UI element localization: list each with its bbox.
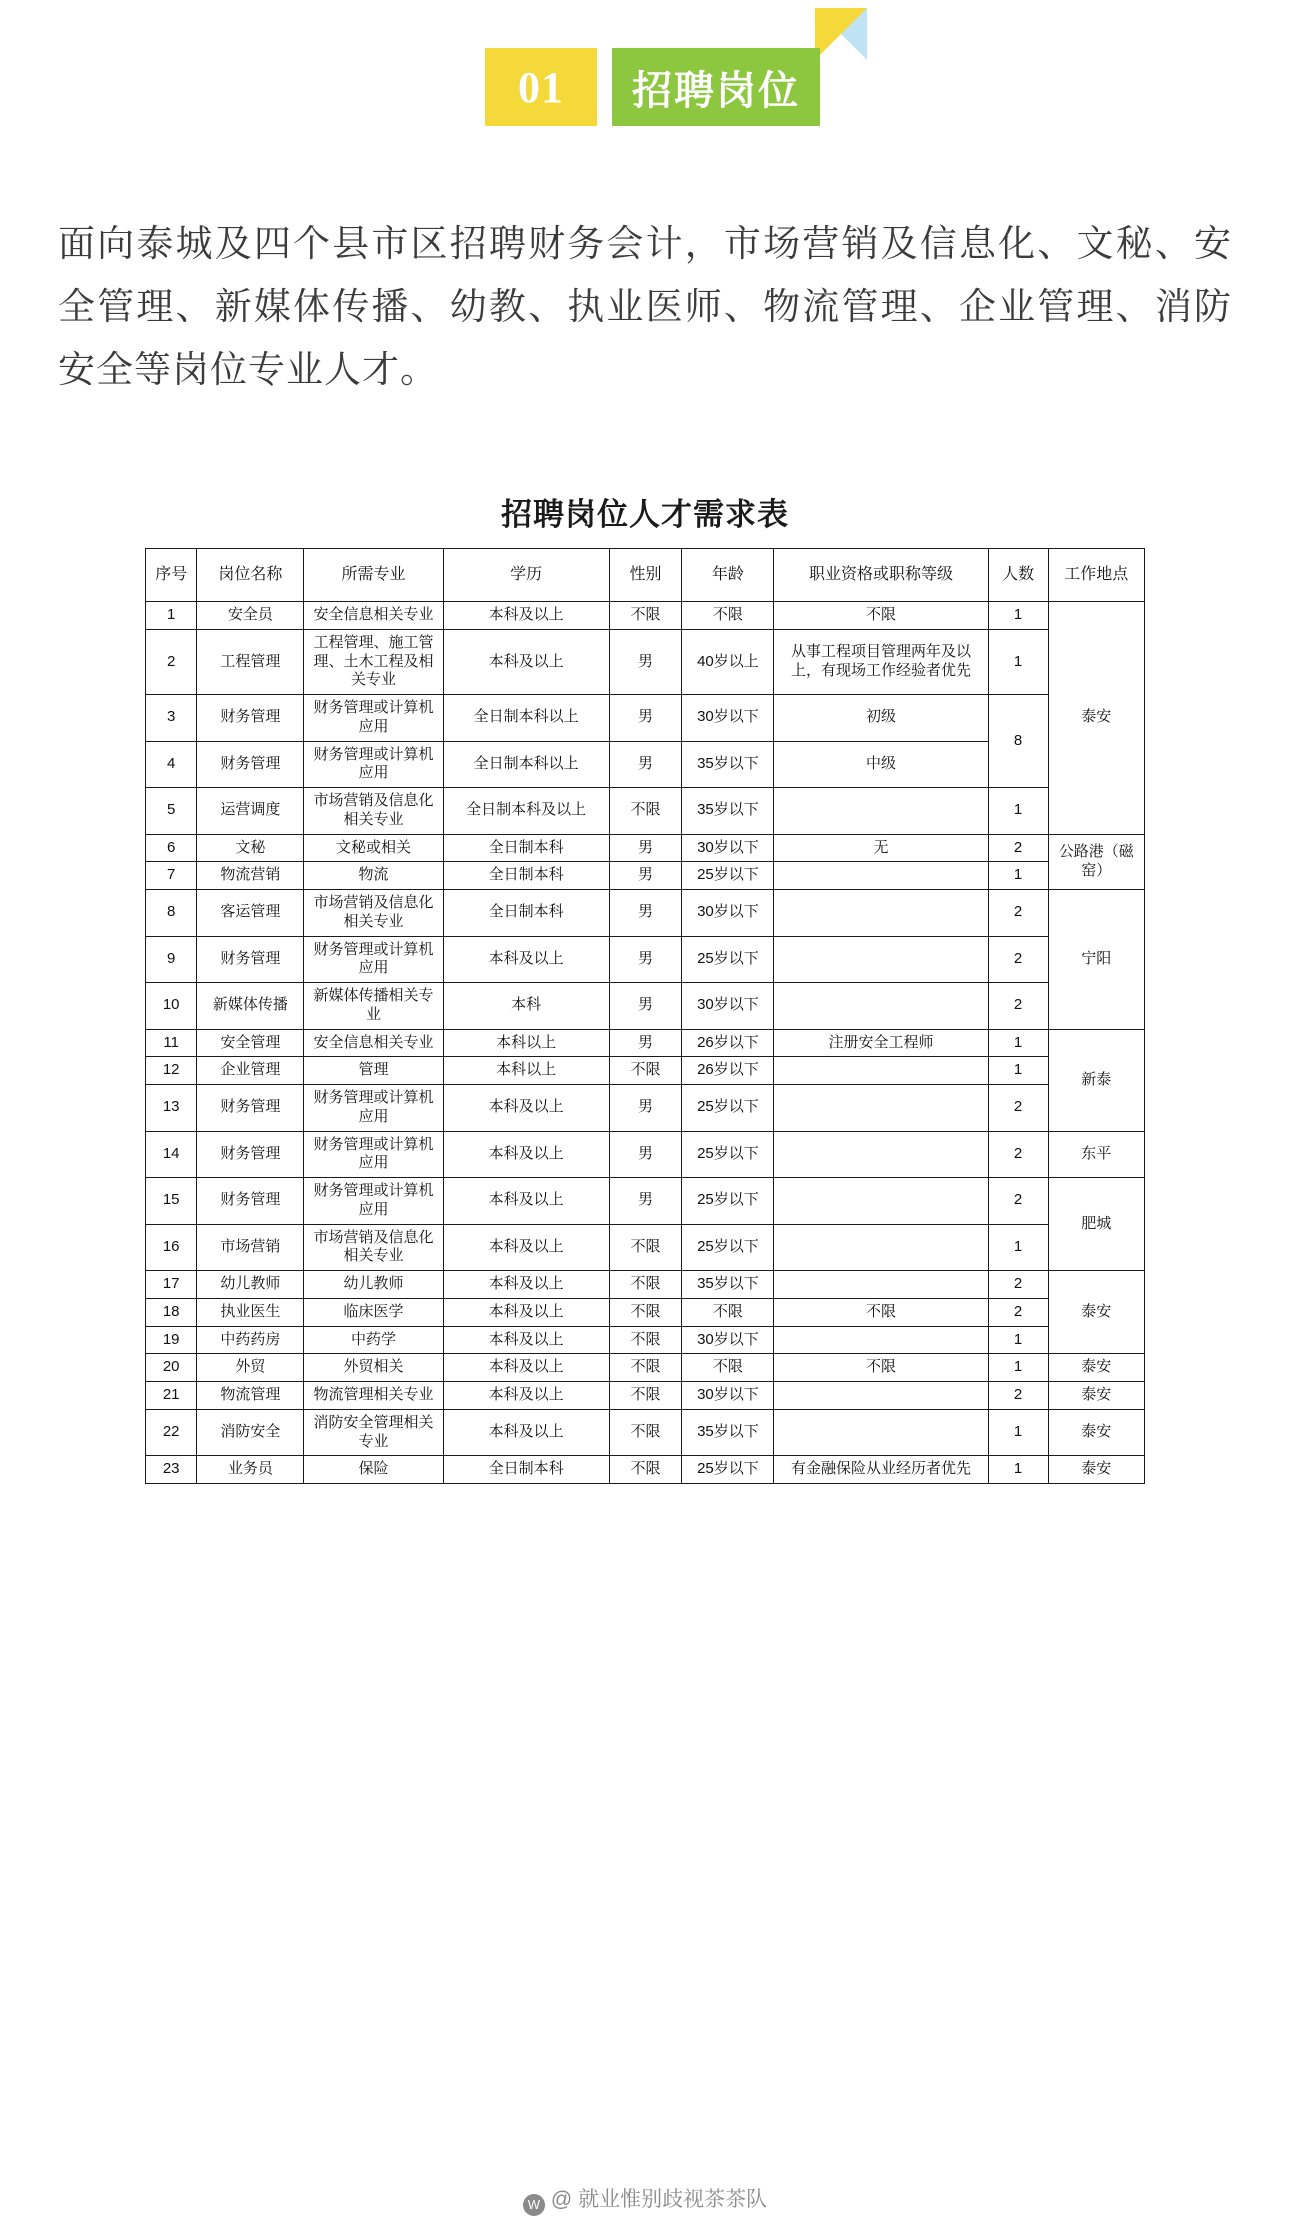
cell-certificate bbox=[774, 890, 988, 937]
cell-education: 全日制本科 bbox=[443, 862, 609, 890]
table-title: 招聘岗位人才需求表 bbox=[501, 497, 789, 532]
cell-index: 8 bbox=[146, 890, 197, 937]
cell-index: 17 bbox=[146, 1271, 197, 1299]
jobs-table bbox=[145, 548, 1145, 1484]
cell-education: 本科及以上 bbox=[443, 1271, 609, 1299]
cell-position: 财务管理 bbox=[197, 1131, 304, 1178]
cell-age: 25岁以下 bbox=[682, 1131, 774, 1178]
table-row bbox=[146, 890, 1145, 937]
cell-certificate bbox=[774, 1085, 988, 1132]
cell-count: 2 bbox=[988, 890, 1048, 937]
cell-gender: 不限 bbox=[609, 1326, 682, 1354]
cell-count: 8 bbox=[988, 695, 1048, 788]
cell-index: 7 bbox=[146, 862, 197, 890]
table-row bbox=[146, 1354, 1145, 1382]
cell-position: 中药药房 bbox=[197, 1326, 304, 1354]
section-title-box bbox=[612, 48, 820, 126]
cell-location: 宁阳 bbox=[1048, 890, 1144, 1030]
cell-gender: 男 bbox=[609, 1029, 682, 1057]
cell-location: 新泰 bbox=[1048, 1029, 1144, 1131]
table-row bbox=[146, 862, 1145, 890]
cell-education: 本科 bbox=[443, 983, 609, 1030]
col-header-gender: 性别 bbox=[609, 549, 682, 602]
cell-count: 2 bbox=[988, 1085, 1048, 1132]
cell-certificate: 中级 bbox=[774, 741, 988, 788]
cell-major: 市场营销及信息化相关专业 bbox=[304, 890, 443, 937]
cell-position: 工程管理 bbox=[197, 629, 304, 694]
cell-count: 1 bbox=[988, 1409, 1048, 1456]
cell-index: 11 bbox=[146, 1029, 197, 1057]
cell-position: 财务管理 bbox=[197, 1085, 304, 1132]
cell-education: 本科及以上 bbox=[443, 1178, 609, 1225]
cell-major: 财务管理或计算机应用 bbox=[304, 1178, 443, 1225]
cell-major: 市场营销及信息化相关专业 bbox=[304, 1224, 443, 1271]
cell-count: 1 bbox=[988, 1224, 1048, 1271]
cell-count: 2 bbox=[988, 1178, 1048, 1225]
cell-position: 物流营销 bbox=[197, 862, 304, 890]
cell-location: 泰安 bbox=[1048, 1456, 1144, 1484]
cell-count: 1 bbox=[988, 1057, 1048, 1085]
cell-count: 1 bbox=[988, 1029, 1048, 1057]
cell-count: 1 bbox=[988, 602, 1048, 630]
cell-education: 全日制本科 bbox=[443, 834, 609, 862]
cell-location: 泰安 bbox=[1048, 1382, 1144, 1410]
cell-count: 1 bbox=[988, 1354, 1048, 1382]
section-number: 01 bbox=[518, 62, 564, 112]
cell-gender: 不限 bbox=[609, 1409, 682, 1456]
cell-age: 30岁以下 bbox=[682, 983, 774, 1030]
cell-gender: 男 bbox=[609, 1178, 682, 1225]
cell-gender: 男 bbox=[609, 741, 682, 788]
cell-position: 市场营销 bbox=[197, 1224, 304, 1271]
watermark bbox=[0, 2183, 1290, 2216]
cell-age: 35岁以下 bbox=[682, 741, 774, 788]
cell-position: 新媒体传播 bbox=[197, 983, 304, 1030]
cell-education: 本科及以上 bbox=[443, 1382, 609, 1410]
cell-count: 2 bbox=[988, 1298, 1048, 1326]
table-header-row bbox=[146, 549, 1145, 602]
table-row bbox=[146, 1271, 1145, 1299]
cell-certificate: 从事工程项目管理两年及以上，有现场工作经验者优先 bbox=[774, 629, 988, 694]
table-row bbox=[146, 1326, 1145, 1354]
table-row bbox=[146, 1298, 1145, 1326]
cell-count: 2 bbox=[988, 1131, 1048, 1178]
cell-age: 30岁以下 bbox=[682, 695, 774, 742]
cell-major: 安全信息相关专业 bbox=[304, 1029, 443, 1057]
cell-position: 外贸 bbox=[197, 1354, 304, 1382]
cell-education: 全日制本科以上 bbox=[443, 741, 609, 788]
cell-count: 1 bbox=[988, 788, 1048, 835]
cell-major: 工程管理、施工管理、土木工程及相关专业 bbox=[304, 629, 443, 694]
cell-education: 本科及以上 bbox=[443, 1224, 609, 1271]
col-header-index: 序号 bbox=[146, 549, 197, 602]
cell-certificate: 不限 bbox=[774, 602, 988, 630]
cell-index: 20 bbox=[146, 1354, 197, 1382]
cell-age: 26岁以下 bbox=[682, 1057, 774, 1085]
table-row bbox=[146, 936, 1145, 983]
cell-education: 本科及以上 bbox=[443, 1298, 609, 1326]
cell-gender: 男 bbox=[609, 983, 682, 1030]
cell-position: 运营调度 bbox=[197, 788, 304, 835]
cell-age: 25岁以下 bbox=[682, 1178, 774, 1225]
cell-major: 管理 bbox=[304, 1057, 443, 1085]
cell-index: 16 bbox=[146, 1224, 197, 1271]
cell-certificate: 初级 bbox=[774, 695, 988, 742]
cell-age: 不限 bbox=[682, 1354, 774, 1382]
cell-education: 全日制本科以上 bbox=[443, 695, 609, 742]
cell-major: 临床医学 bbox=[304, 1298, 443, 1326]
table-row bbox=[146, 983, 1145, 1030]
col-header-education: 学历 bbox=[443, 549, 609, 602]
cell-index: 5 bbox=[146, 788, 197, 835]
col-header-location: 工作地点 bbox=[1048, 549, 1144, 602]
cell-position: 物流管理 bbox=[197, 1382, 304, 1410]
cell-position: 财务管理 bbox=[197, 741, 304, 788]
cell-gender: 不限 bbox=[609, 1382, 682, 1410]
table-row bbox=[146, 1057, 1145, 1085]
cell-gender: 不限 bbox=[609, 602, 682, 630]
cell-index: 18 bbox=[146, 1298, 197, 1326]
cell-education: 本科及以上 bbox=[443, 1326, 609, 1354]
cell-certificate bbox=[774, 1409, 988, 1456]
table-row bbox=[146, 1224, 1145, 1271]
cell-major: 幼儿教师 bbox=[304, 1271, 443, 1299]
cell-major: 中药学 bbox=[304, 1326, 443, 1354]
cell-education: 本科及以上 bbox=[443, 936, 609, 983]
section-number-box bbox=[485, 48, 597, 126]
cell-location: 泰安 bbox=[1048, 602, 1144, 835]
cell-index: 23 bbox=[146, 1456, 197, 1484]
table-row bbox=[146, 1029, 1145, 1057]
cell-position: 安全员 bbox=[197, 602, 304, 630]
cell-major: 财务管理或计算机应用 bbox=[304, 1085, 443, 1132]
cell-age: 40岁以上 bbox=[682, 629, 774, 694]
cell-certificate bbox=[774, 983, 988, 1030]
cell-index: 6 bbox=[146, 834, 197, 862]
cell-count: 2 bbox=[988, 1271, 1048, 1299]
cell-index: 12 bbox=[146, 1057, 197, 1085]
cell-location: 公路港（磁窑） bbox=[1048, 834, 1144, 890]
cell-certificate: 不限 bbox=[774, 1298, 988, 1326]
cell-index: 9 bbox=[146, 936, 197, 983]
section-header bbox=[470, 30, 820, 140]
cell-certificate: 注册安全工程师 bbox=[774, 1029, 988, 1057]
table-row bbox=[146, 1131, 1145, 1178]
cell-position: 财务管理 bbox=[197, 1178, 304, 1225]
cell-gender: 男 bbox=[609, 629, 682, 694]
cell-gender: 不限 bbox=[609, 1271, 682, 1299]
cell-position: 业务员 bbox=[197, 1456, 304, 1484]
cell-education: 本科及以上 bbox=[443, 1409, 609, 1456]
cell-position: 文秘 bbox=[197, 834, 304, 862]
col-header-certificate: 职业资格或职称等级 bbox=[774, 549, 988, 602]
cell-position: 财务管理 bbox=[197, 936, 304, 983]
cell-education: 本科以上 bbox=[443, 1029, 609, 1057]
cell-age: 25岁以下 bbox=[682, 1224, 774, 1271]
cell-major: 消防安全管理相关专业 bbox=[304, 1409, 443, 1456]
cell-index: 13 bbox=[146, 1085, 197, 1132]
cell-major: 物流 bbox=[304, 862, 443, 890]
cell-position: 客运管理 bbox=[197, 890, 304, 937]
cell-education: 全日制本科 bbox=[443, 1456, 609, 1484]
table-row bbox=[146, 1382, 1145, 1410]
cell-gender: 不限 bbox=[609, 1354, 682, 1382]
cell-position: 消防安全 bbox=[197, 1409, 304, 1456]
table-row bbox=[146, 1085, 1145, 1132]
cell-count: 2 bbox=[988, 936, 1048, 983]
cell-age: 26岁以下 bbox=[682, 1029, 774, 1057]
table-row bbox=[146, 788, 1145, 835]
cell-certificate: 无 bbox=[774, 834, 988, 862]
cell-major: 保险 bbox=[304, 1456, 443, 1484]
cell-location: 东平 bbox=[1048, 1131, 1144, 1178]
cell-age: 25岁以下 bbox=[682, 936, 774, 983]
cell-gender: 男 bbox=[609, 862, 682, 890]
cell-education: 全日制本科 bbox=[443, 890, 609, 937]
table-row bbox=[146, 1178, 1145, 1225]
cell-age: 30岁以下 bbox=[682, 1326, 774, 1354]
cell-gender: 男 bbox=[609, 890, 682, 937]
cell-certificate bbox=[774, 862, 988, 890]
section-title: 招聘岗位 bbox=[632, 68, 800, 113]
cell-age: 35岁以下 bbox=[682, 788, 774, 835]
cell-gender: 不限 bbox=[609, 1298, 682, 1326]
cell-count: 1 bbox=[988, 1326, 1048, 1354]
cell-age: 不限 bbox=[682, 602, 774, 630]
col-header-count: 人数 bbox=[988, 549, 1048, 602]
cell-position: 财务管理 bbox=[197, 695, 304, 742]
cell-education: 本科以上 bbox=[443, 1057, 609, 1085]
cell-certificate bbox=[774, 1326, 988, 1354]
cell-major: 财务管理或计算机应用 bbox=[304, 695, 443, 742]
cell-index: 22 bbox=[146, 1409, 197, 1456]
cell-gender: 不限 bbox=[609, 1057, 682, 1085]
cell-major: 安全信息相关专业 bbox=[304, 602, 443, 630]
cell-count: 2 bbox=[988, 1382, 1048, 1410]
cell-gender: 男 bbox=[609, 695, 682, 742]
cell-gender: 男 bbox=[609, 834, 682, 862]
cell-location: 肥城 bbox=[1048, 1178, 1144, 1271]
cell-position: 幼儿教师 bbox=[197, 1271, 304, 1299]
cell-certificate bbox=[774, 1131, 988, 1178]
table-row bbox=[146, 1409, 1145, 1456]
cell-major: 物流管理相关专业 bbox=[304, 1382, 443, 1410]
cell-index: 2 bbox=[146, 629, 197, 694]
cell-age: 25岁以下 bbox=[682, 1085, 774, 1132]
cell-gender: 男 bbox=[609, 1085, 682, 1132]
cell-gender: 不限 bbox=[609, 788, 682, 835]
cell-age: 35岁以下 bbox=[682, 1409, 774, 1456]
cell-certificate bbox=[774, 1271, 988, 1299]
cell-index: 1 bbox=[146, 602, 197, 630]
cell-location: 泰安 bbox=[1048, 1271, 1144, 1354]
cell-certificate bbox=[774, 1224, 988, 1271]
cell-major: 新媒体传播相关专业 bbox=[304, 983, 443, 1030]
cell-gender: 男 bbox=[609, 1131, 682, 1178]
cell-age: 30岁以下 bbox=[682, 834, 774, 862]
cell-education: 本科及以上 bbox=[443, 602, 609, 630]
cell-certificate bbox=[774, 1178, 988, 1225]
cell-index: 15 bbox=[146, 1178, 197, 1225]
cell-index: 21 bbox=[146, 1382, 197, 1410]
cell-location: 泰安 bbox=[1048, 1354, 1144, 1382]
cell-age: 25岁以下 bbox=[682, 1456, 774, 1484]
cell-major: 外贸相关 bbox=[304, 1354, 443, 1382]
cell-index: 19 bbox=[146, 1326, 197, 1354]
col-header-major: 所需专业 bbox=[304, 549, 443, 602]
cell-age: 30岁以下 bbox=[682, 1382, 774, 1410]
cell-education: 本科及以上 bbox=[443, 1085, 609, 1132]
col-header-position: 岗位名称 bbox=[197, 549, 304, 602]
decor-triangle-yellow-icon bbox=[815, 8, 867, 60]
cell-location: 泰安 bbox=[1048, 1409, 1144, 1456]
cell-position: 执业医生 bbox=[197, 1298, 304, 1326]
cell-certificate: 不限 bbox=[774, 1354, 988, 1382]
cell-major: 财务管理或计算机应用 bbox=[304, 741, 443, 788]
cell-education: 本科及以上 bbox=[443, 629, 609, 694]
cell-education: 本科及以上 bbox=[443, 1131, 609, 1178]
cell-major: 文秘或相关 bbox=[304, 834, 443, 862]
cell-age: 35岁以下 bbox=[682, 1271, 774, 1299]
cell-age: 25岁以下 bbox=[682, 862, 774, 890]
cell-major: 市场营销及信息化相关专业 bbox=[304, 788, 443, 835]
cell-certificate bbox=[774, 1057, 988, 1085]
cell-position: 安全管理 bbox=[197, 1029, 304, 1057]
cell-count: 2 bbox=[988, 983, 1048, 1030]
watermark-text: @ 就业惟别歧视茶茶队 bbox=[550, 2188, 768, 2211]
table-row bbox=[146, 695, 1145, 742]
cell-gender: 不限 bbox=[609, 1224, 682, 1271]
cell-age: 30岁以下 bbox=[682, 890, 774, 937]
cell-position: 企业管理 bbox=[197, 1057, 304, 1085]
document-page bbox=[0, 30, 1290, 2234]
cell-count: 1 bbox=[988, 1456, 1048, 1484]
cell-count: 1 bbox=[988, 862, 1048, 890]
intro-paragraph: 面向泰城及四个县市区招聘财务会计，市场营销及信息化、文秘、安全管理、新媒体传播、幼教、执业医师、物流管理、企业管理、消防安全等岗位专业人才。 bbox=[58, 223, 1232, 390]
table-row bbox=[146, 629, 1145, 694]
cell-index: 4 bbox=[146, 741, 197, 788]
table-row bbox=[146, 834, 1145, 862]
cell-count: 1 bbox=[988, 629, 1048, 694]
cell-education: 本科及以上 bbox=[443, 1354, 609, 1382]
cell-index: 14 bbox=[146, 1131, 197, 1178]
cell-education: 全日制本科及以上 bbox=[443, 788, 609, 835]
cell-gender: 不限 bbox=[609, 1456, 682, 1484]
table-row bbox=[146, 602, 1145, 630]
cell-major: 财务管理或计算机应用 bbox=[304, 1131, 443, 1178]
cell-age: 不限 bbox=[682, 1298, 774, 1326]
cell-index: 10 bbox=[146, 983, 197, 1030]
cell-major: 财务管理或计算机应用 bbox=[304, 936, 443, 983]
col-header-age: 年龄 bbox=[682, 549, 774, 602]
cell-certificate bbox=[774, 788, 988, 835]
cell-certificate: 有金融保险从业经历者优先 bbox=[774, 1456, 988, 1484]
cell-index: 3 bbox=[146, 695, 197, 742]
table-row bbox=[146, 1456, 1145, 1484]
table-wrapper bbox=[145, 548, 1145, 1484]
cell-gender: 男 bbox=[609, 936, 682, 983]
cell-count: 2 bbox=[988, 834, 1048, 862]
weibo-icon: W bbox=[523, 2194, 545, 2216]
cell-certificate bbox=[774, 936, 988, 983]
cell-certificate bbox=[774, 1382, 988, 1410]
